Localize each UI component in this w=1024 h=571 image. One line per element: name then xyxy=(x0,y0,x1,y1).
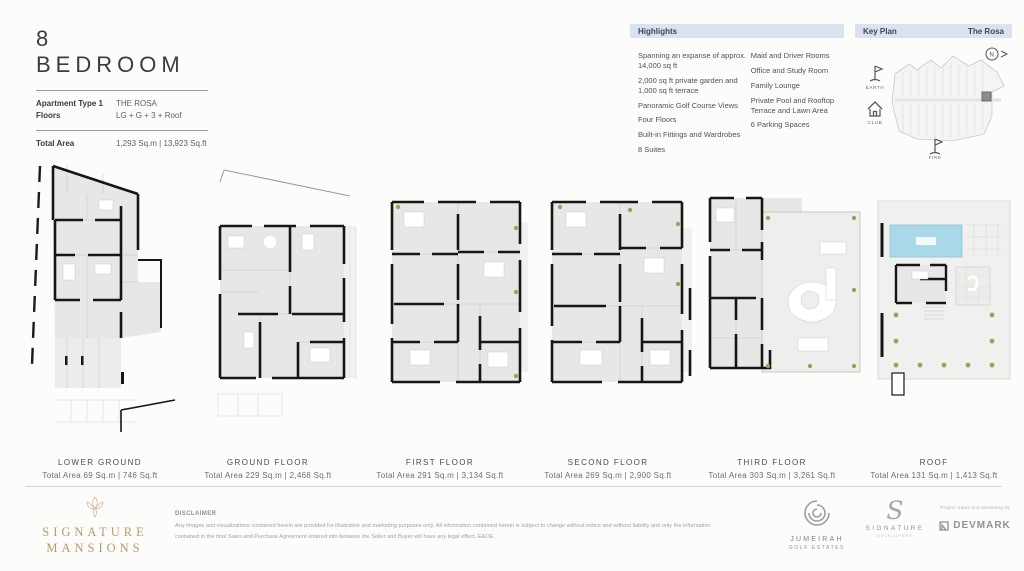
plan-label-second-floor xyxy=(523,458,693,480)
spec-block xyxy=(36,26,208,150)
footer-divider xyxy=(25,486,1002,487)
plan-area: Total Area 229 Sq.m | 2,468 Sq.ft xyxy=(204,471,332,480)
clubhouse-icon xyxy=(868,102,882,116)
north-label: N xyxy=(989,52,995,59)
fire-label: FIRE xyxy=(928,155,942,160)
floor-plan-ground-floor xyxy=(198,162,376,437)
flower-icon xyxy=(82,494,108,520)
devmark-logo-block xyxy=(932,505,1018,531)
plan-area: Total Area 303 Sq.m | 3,261 Sq.ft xyxy=(708,471,836,480)
spec-value-floors: LG + G + 3 + Roof xyxy=(116,111,182,121)
highlighted-unit-marker xyxy=(982,92,991,101)
key-plan-header xyxy=(855,24,1012,38)
highlight-item: Built-in Fittings and Wardrobes xyxy=(638,130,741,140)
jumeirah-golf-estates-logo xyxy=(773,498,861,551)
north-compass-icon xyxy=(986,48,1007,60)
signature-name: SIGNATURE xyxy=(865,525,925,532)
floor-plan-first-floor xyxy=(380,192,532,437)
plan-name: GROUND FLOOR xyxy=(226,458,310,467)
jge-name: JUMEIRAH xyxy=(790,536,844,543)
plan-name: ROOF xyxy=(919,458,949,467)
disclaimer-title: DISCLAIMER xyxy=(175,511,217,517)
brand-name-line1: SIGNATURE xyxy=(42,525,148,539)
plan-area: Total Area 269 Sq.m | 2,900 Sq.ft xyxy=(544,471,672,480)
highlight-item: Maid and Driver Rooms xyxy=(750,51,830,60)
spec-row-floors xyxy=(36,110,208,122)
floor-plan-second-floor xyxy=(540,192,698,437)
devmark-caption: Project Sales and Marketing by xyxy=(940,505,1010,510)
signature-mansions-logo xyxy=(30,494,160,556)
disclaimer-body xyxy=(175,521,745,543)
floor-plan-roof xyxy=(868,195,1018,447)
jge-swirl-icon xyxy=(802,498,832,528)
plan-area: Total Area 291 Sq.m | 3,134 Sq.ft xyxy=(376,471,504,480)
plan-label-ground-floor xyxy=(183,458,353,480)
earth-label: EARTH xyxy=(865,85,885,90)
disclaimer-line1: Any images and visualizations contained herein are provided for illustrative and marketing purposes only. All information contained herein is subject to change without notice and without liability and only the information xyxy=(175,523,711,529)
plan-name: LOWER GROUND xyxy=(58,458,142,467)
plan-name: THIRD FLOOR xyxy=(737,458,807,467)
disclaimer xyxy=(175,511,745,543)
spec-label-type: Apartment Type 1 xyxy=(36,99,103,108)
highlight-item: 8 Suites xyxy=(638,145,666,155)
plan-area: Total Area 131 Sq.m | 1,413 Sq.ft xyxy=(870,471,998,480)
highlights-column-2 xyxy=(751,51,844,160)
highlight-item: Family Lounge xyxy=(750,80,800,90)
plan-area: Total Area 69 Sq.m | 746 Sq.ft xyxy=(42,471,158,480)
highlight-item: Office and Study Room xyxy=(750,65,829,75)
spec-value-total-area: 1,293 Sq.m | 13,923 Sq.ft xyxy=(116,138,207,148)
signature-subname: DEVELOPERS xyxy=(877,534,913,538)
key-plan-section xyxy=(855,24,1012,165)
earth-course-flag-icon xyxy=(870,66,882,81)
signature-s-icon: S xyxy=(886,496,904,525)
spec-label-floors: Floors xyxy=(36,111,61,121)
fire-course-flag-icon xyxy=(930,139,942,154)
highlight-item: Four Floors xyxy=(638,115,677,125)
plan-label-first-floor xyxy=(355,458,525,480)
key-plan-map xyxy=(855,42,1012,160)
highlights-column-1 xyxy=(638,51,751,160)
plan-label-third-floor xyxy=(687,458,857,480)
devmark-square-icon xyxy=(939,521,949,531)
spec-label-total-area: Total Area xyxy=(36,138,75,148)
floor-plan-lower-ground xyxy=(25,160,180,435)
page-title: 8 BEDROOM xyxy=(36,26,185,77)
key-plan-title: Key Plan xyxy=(863,26,897,36)
disclaimer-line2: contained in the final Sales and Purchase Agreement entered into between the Seller and Buyer will have any legal effect. E&OE. xyxy=(175,534,495,541)
devmark-logo xyxy=(932,520,1018,531)
plan-name: SECOND FLOOR xyxy=(567,458,649,467)
signature-developers-logo xyxy=(862,498,928,538)
highlight-item: Panoramic Golf Course Views xyxy=(638,100,738,110)
floor-plan-third-floor xyxy=(700,190,865,440)
devmark-name: DEVMARK xyxy=(953,520,1011,531)
spec-row-type xyxy=(36,98,208,110)
highlight-item: Spanning an expanse of approx. 14,000 sq ft xyxy=(638,51,746,70)
spec-value-type: THE ROSA xyxy=(116,99,157,108)
highlights-header: Highlights xyxy=(630,24,844,38)
plan-label-lower-ground xyxy=(15,458,185,480)
highlight-item: Private Pool and Rooftop Terrace and Lawn Area xyxy=(750,95,835,115)
spec-row-total-area xyxy=(36,130,208,150)
highlights-section xyxy=(630,24,844,160)
highlights-columns xyxy=(630,51,844,160)
jge-subname: GOLF ESTATES xyxy=(788,545,846,551)
highlight-item: 2,000 sq ft private garden and 1,000 sq ft terrace xyxy=(638,75,738,95)
club-label: CLUB xyxy=(867,120,883,125)
brand-name-line2: MANSIONS xyxy=(46,540,144,555)
plan-label-roof xyxy=(849,458,1019,480)
key-plan-project-name: The Rosa xyxy=(967,26,1004,36)
plan-name: FIRST FLOOR xyxy=(405,458,475,467)
spec-table xyxy=(36,90,208,150)
highlight-item: 6 Parking Spaces xyxy=(750,120,810,130)
